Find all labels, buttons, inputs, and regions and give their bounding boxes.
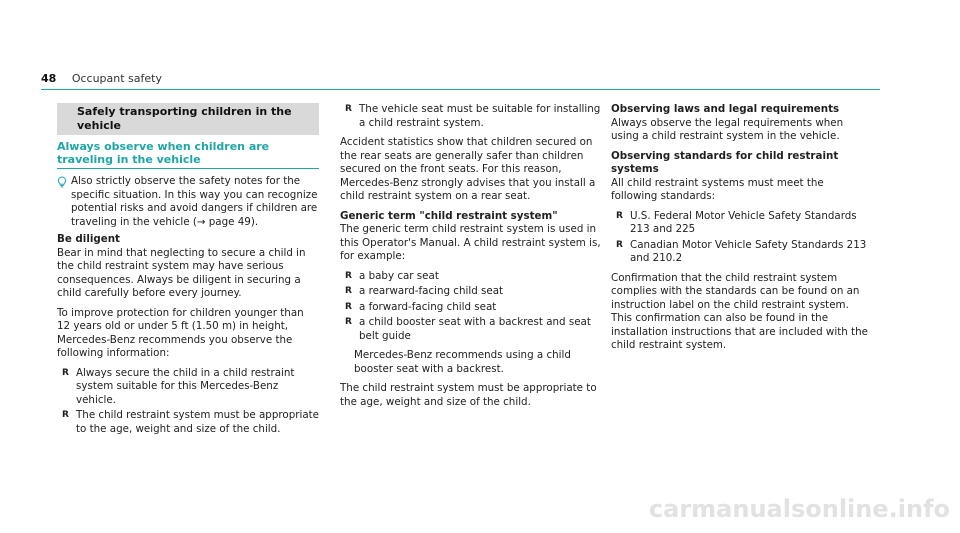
list-item: R a forward-facing child seat <box>345 300 497 313</box>
diligent-title: Be diligent <box>57 233 120 245</box>
section-title: Occupant safety <box>71 72 162 85</box>
subheading: Always observe when children are traveling in the vehicle <box>57 140 270 166</box>
col3-bullet-list <box>611 210 873 266</box>
subheading-rule <box>57 168 319 169</box>
column-2 <box>340 103 602 415</box>
page-number: 48 <box>41 72 57 85</box>
col2-top-bullet-list <box>340 103 602 130</box>
laws-title: Observing laws and legal requirements <box>611 103 840 115</box>
laws-text: Always observe the legal requirements when using a child restraint system in the vehicle. <box>611 116 844 142</box>
list-item: R a rearward-facing child seat <box>345 285 504 297</box>
note-block <box>57 175 319 229</box>
col2-bullet-list <box>340 270 602 344</box>
generic-text: The generic term child restraint system is used in this Operator's Manual. A child restraint system is, for example: <box>340 223 601 262</box>
diligent-text: Bear in mind that neglecting to secure a child in the child restraint system may have serious consequences. Always be diligent in securing a child carefully before every journey. <box>57 246 306 299</box>
watermark: carmanualsonline.info <box>648 495 950 523</box>
list-item: R U.S. Federal Motor Vehicle Safety Standards 213 and 225 <box>616 209 857 235</box>
accident-text: Accident statistics show that children secured on the rear seats are generally safer than children secured on the front seats. For this reason, Mercedes-Benz strongly advises that you install a child restraint system on a rear seat. <box>340 136 596 202</box>
list-item: R Always secure the child in a child restraint system suitable for this Mercedes-Benz vehicle. <box>62 366 295 406</box>
list-item: R The vehicle seat must be suitable for installing a child restraint system. <box>345 103 601 129</box>
list-item: R The child restraint system must be appropriate to the age, weight and size of the child. <box>62 409 320 435</box>
booster-note: Mercedes-Benz recommends using a child booster seat with a backrest. <box>354 349 571 375</box>
improve-text: To improve protection for children younger than 12 years old or under 5 ft (1.50 m) in height, Mercedes-Benz recommends you observe the following information: <box>57 306 304 359</box>
standards-title: Observing standards for child restraint systems <box>611 149 839 175</box>
column-1 <box>57 103 319 442</box>
generic-title: Generic term "child restraint system" <box>340 209 558 222</box>
section-banner: Safely transporting children in the vehicle <box>57 103 319 135</box>
note-icon <box>57 175 71 229</box>
header-rule <box>41 89 880 90</box>
appropriate-text: The child restraint system must be appropriate to the age, weight and size of the child. <box>340 382 597 408</box>
standards-text: All child restraint systems must meet the following standards: <box>611 176 824 202</box>
column-3 <box>611 103 873 359</box>
list-item: R a baby car seat <box>345 269 439 282</box>
col1-bullet-list <box>57 367 319 437</box>
page-header <box>41 72 162 88</box>
confirmation-text: Confirmation that the child restraint system complies with the standards can be found on an instruction label on the child restraint system. This confirmation can also be found in the installation instructions that are included with the child restraint system. <box>611 271 868 351</box>
note-text: Also strictly observe the safety notes for the specific situation. In this way you can recognize potential risks and avoid dangers if children are traveling in the vehicle (→ page 49). <box>71 175 318 228</box>
list-item: R a child booster seat with a backrest and seat belt guide <box>345 316 591 342</box>
list-item: R Canadian Motor Vehicle Safety Standards 213 and 210.2 <box>616 238 867 264</box>
